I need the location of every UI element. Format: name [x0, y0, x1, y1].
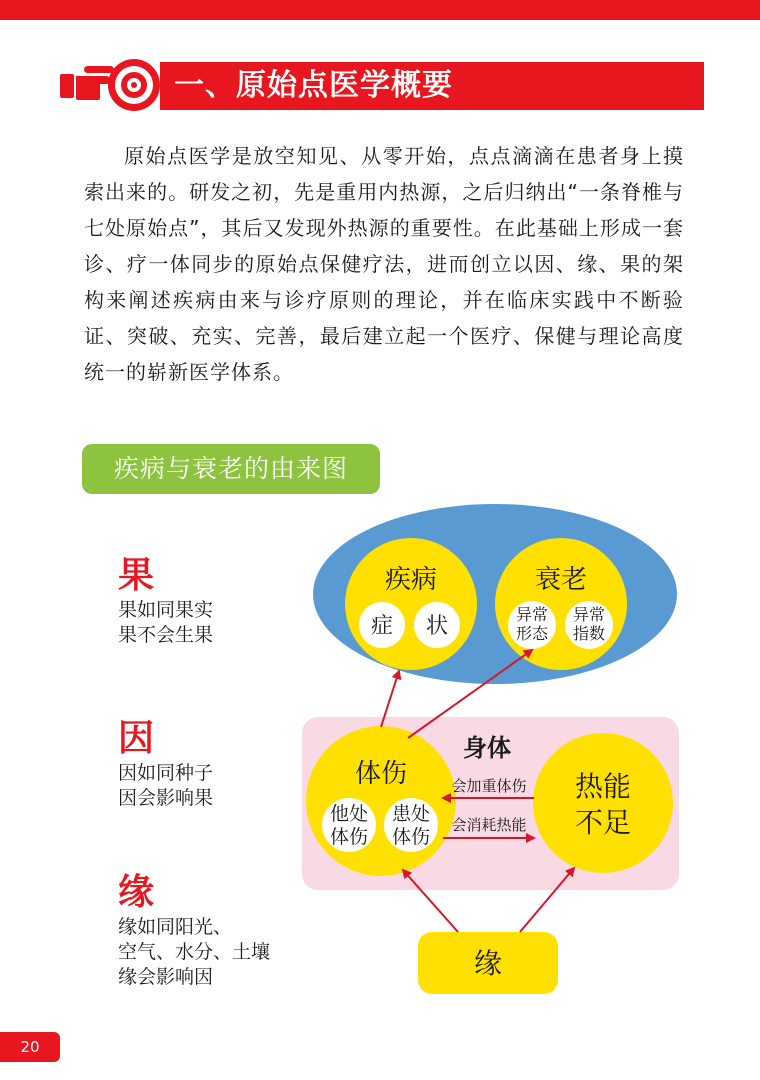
legend-condition-line: 缘如同阳光、 [118, 916, 233, 938]
abnormal-index-line: 异常 [572, 605, 606, 624]
injury-label: 体伤 [354, 759, 408, 789]
figure-title: 疾病与衰老的由来图 [82, 444, 380, 494]
legend-fruit-line: 果不会生果 [118, 624, 214, 646]
abnormal-form-line: 形态 [515, 624, 549, 643]
page-number: 20 [0, 1032, 60, 1062]
legend-cause-title: 因 [118, 718, 155, 759]
legend-condition-line: 空气、水分、土壤 [118, 941, 271, 963]
disease-label: 疾病 [384, 565, 438, 595]
body-label: 身体 [463, 734, 511, 762]
other-injury-line: 体伤 [329, 826, 369, 848]
arrow-consume-label: 会消耗热能 [451, 816, 527, 834]
legend-fruit-line: 果如同果实 [118, 599, 214, 621]
symptom-label: 症 [370, 614, 394, 639]
local-injury-line: 患处 [391, 803, 431, 825]
legend-condition-line: 缘会影响因 [118, 966, 214, 988]
injury-circle [306, 726, 456, 876]
symptom-label: 状 [425, 614, 449, 639]
arrow-aggravate-label: 会加重体伤 [451, 777, 527, 795]
condition-label: 缘 [473, 947, 503, 980]
legend-fruit-title: 果 [118, 555, 155, 596]
heat-line: 不足 [574, 806, 632, 839]
legend-cause-line: 因会影响果 [118, 787, 214, 809]
section-title: 一、原始点医学概要 [160, 62, 704, 110]
aging-circle [495, 538, 627, 670]
intro-paragraph: 原始点医学是放空知见、从零开始，点点滴滴在患者身上摸索出来的。研发之初，先是重用内热源，之后归纳出“一条脊椎与七处原始点”，其后又发现外热源的重要性。在此基础上形成一套诊、疗一体同步的原始点保健疗法，进而创立以因、缘、果的架构来阐述疾病由来与诊疗原则的理论，并在临床实践中不断验证、突破、充实、完善，最后建立起一个医疗、保健与理论高度统一的崭新医学体系。 [84, 144, 684, 384]
aging-label: 衰老 [534, 565, 588, 595]
legend-condition-title: 缘 [118, 872, 155, 913]
legend-cause-line: 因如同种子 [118, 762, 214, 784]
heat-circle [533, 733, 673, 873]
local-injury-line: 体伤 [391, 826, 431, 848]
abnormal-index-line: 指数 [572, 624, 606, 643]
heat-line: 热能 [574, 770, 632, 803]
abnormal-form-line: 异常 [515, 605, 549, 624]
other-injury-line: 他处 [329, 803, 369, 825]
disease-circle [345, 538, 477, 670]
